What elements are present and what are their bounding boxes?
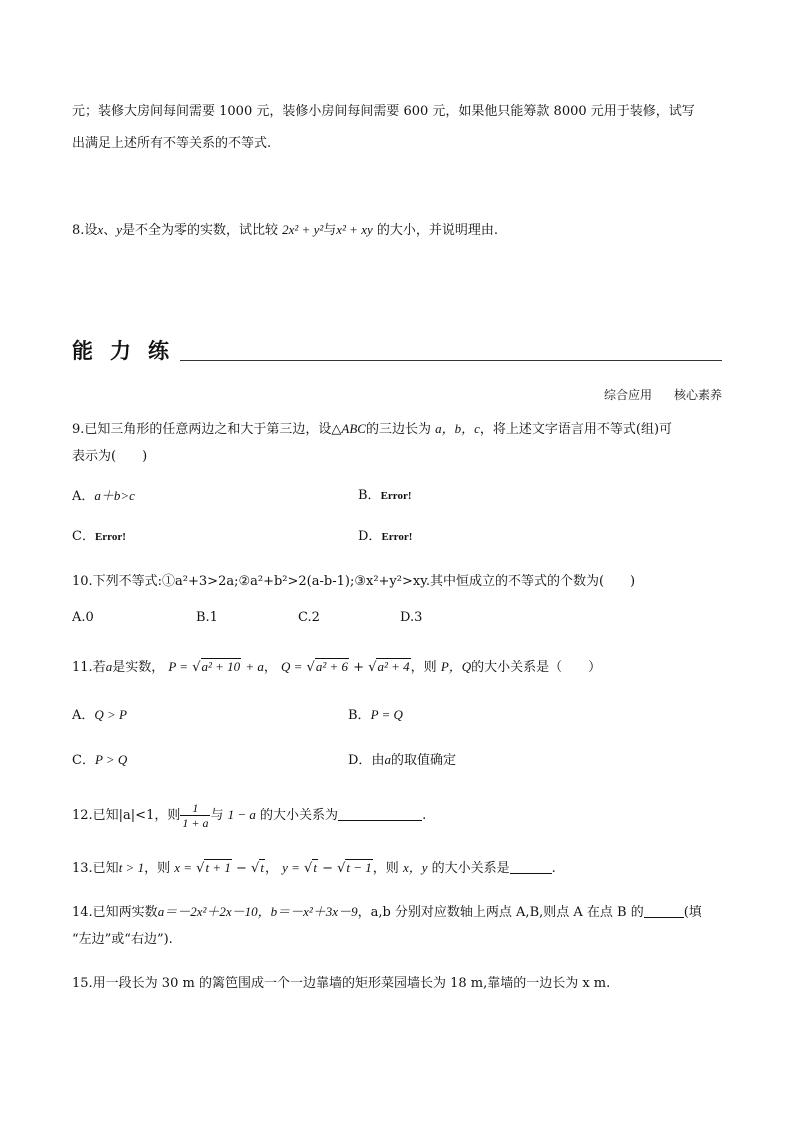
- q10-option-a: A.0: [72, 610, 94, 625]
- tag-literacy: 核心素养: [673, 388, 722, 402]
- answer-blank[interactable]: [510, 859, 552, 874]
- q11-option-c: C．P > Q: [72, 752, 128, 768]
- q9-line1: 9.已知三角形的任意两边之和大于第三边，设△ABC的三边长为 a，b，c，将上述文字语言用不等式(组)可: [72, 421, 673, 437]
- q9-option-a: A．a＋b>c: [72, 488, 135, 504]
- q11-option-b: B．P = Q: [348, 707, 403, 723]
- section-tags: [582, 386, 722, 403]
- expr-1: 2x² + y²: [282, 222, 324, 237]
- q10-option-c: C.2: [298, 610, 320, 625]
- q9-option-b: B．Error!: [358, 488, 412, 503]
- q12-stem: 12.已知|a|<1，则 $\frac{1}{1 + a}$ 与 1 − a 的大小关系为 .: [72, 801, 427, 830]
- answer-blank[interactable]: [644, 903, 684, 918]
- q9-line2: 表示为( ): [72, 449, 148, 464]
- section-title: 能力练: [72, 339, 186, 363]
- var-x: x: [97, 222, 104, 237]
- q10-stem: 10.下列不等式:①a²+3>2a;②a²+b²>2(a-b-1);③x²+y²>xy.其中恒成立的不等式的个数为( ): [72, 574, 636, 589]
- q11-option-a: A．Q > P: [72, 707, 127, 723]
- q14-line1: 14.已知两实数a＝－2x²＋2x－10，b＝－x²＋3x－9，a,b 分别对应数轴上两点 A,B,则点 A 在点 B 的 (填: [72, 904, 702, 920]
- q10-option-d: D.3: [400, 610, 423, 625]
- q7-line1: 元；装修大房间每间需要 1000 元，装修小房间每间需要 600 元，如果他只能筹款 8000 元用于装修，试写: [72, 104, 695, 119]
- tag-comprehensive: 综合应用: [603, 388, 652, 402]
- section-divider: [180, 360, 722, 361]
- q9-option-c: C．Error!: [72, 529, 126, 544]
- q14-line2: “左边”或“右边”).: [72, 932, 173, 947]
- q9-option-d: D．Error!: [358, 529, 413, 544]
- answer-blank[interactable]: [338, 806, 422, 821]
- fraction: $\frac{1}{1 + a}$: [182, 801, 209, 830]
- q13-stem: 13.已知t > 1，则 x = √t + 1 − √t， y = √t − √t − 1，则 x，y 的大小关系是 .: [72, 860, 556, 876]
- q7-line2: 出满足上述所有不等关系的不等式.: [72, 136, 272, 151]
- q15-stem: 15.用一段长为 30 m 的篱笆围成一个一边靠墙的矩形菜园墙长为 18 m,靠墙的一边长为 x m.: [72, 976, 611, 991]
- var-y: y: [116, 222, 122, 237]
- q11-stem: 11.若a是实数， P = √a² + 10 + a， Q = √a² + 6 + √a² + 4，则 P，Q的大小关系是（ ）: [72, 659, 602, 675]
- q10-option-b: B.1: [196, 610, 218, 625]
- q8-stem: 8.设x、y是不全为零的实数，试比较 2x² + y²与x² + xy 的大小，并说明理由.: [72, 222, 499, 238]
- expr-2: x² + xy: [336, 222, 373, 237]
- q11-option-d: D．由a的取值确定: [348, 752, 456, 768]
